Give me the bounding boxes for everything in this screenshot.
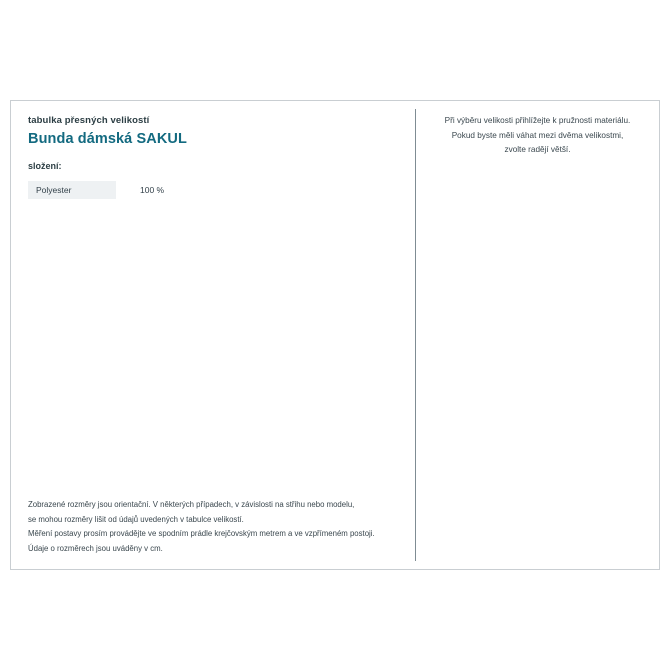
footnote-line-4: Údaje o rozměrech jsou uváděny v cm. bbox=[28, 544, 163, 554]
sizing-advice-line-2: Pokud byste měli váhat mezi dvěma velikostmi, bbox=[451, 130, 624, 140]
composition-material: Polyester bbox=[28, 181, 116, 199]
composition-label: složení: bbox=[28, 161, 62, 171]
document-inner bbox=[11, 101, 659, 569]
composition-row bbox=[28, 181, 248, 199]
left-column bbox=[11, 101, 415, 569]
right-column bbox=[416, 101, 659, 569]
size-chart-document bbox=[10, 100, 660, 570]
sizing-advice-line-3: zvolte radějí větší. bbox=[504, 145, 571, 154]
footnote-block bbox=[28, 498, 400, 557]
footnote-line-2: se mohou rozměry lišit od údajů uvedených v tabulce velikostí. bbox=[28, 514, 244, 524]
sizing-advice bbox=[426, 114, 649, 158]
page-title: Bunda dámská SAKUL bbox=[28, 131, 187, 147]
sizing-advice-line-1: Při výběru velikosti přihlížejte k pružnosti materiálu. bbox=[444, 116, 631, 125]
footnote-line-3: Měření postavy prosím provádějte ve spodním prádle krejčovským metrem a ve vzpřímeném postoji. bbox=[28, 529, 375, 539]
footnote-line-1: Zobrazené rozměry jsou orientační. V některých případech, v závislosti na střihu nebo modelu, bbox=[28, 499, 355, 509]
composition-percent: 100 % bbox=[140, 185, 165, 195]
document-kicker: tabulka přesných velikostí bbox=[28, 115, 150, 126]
